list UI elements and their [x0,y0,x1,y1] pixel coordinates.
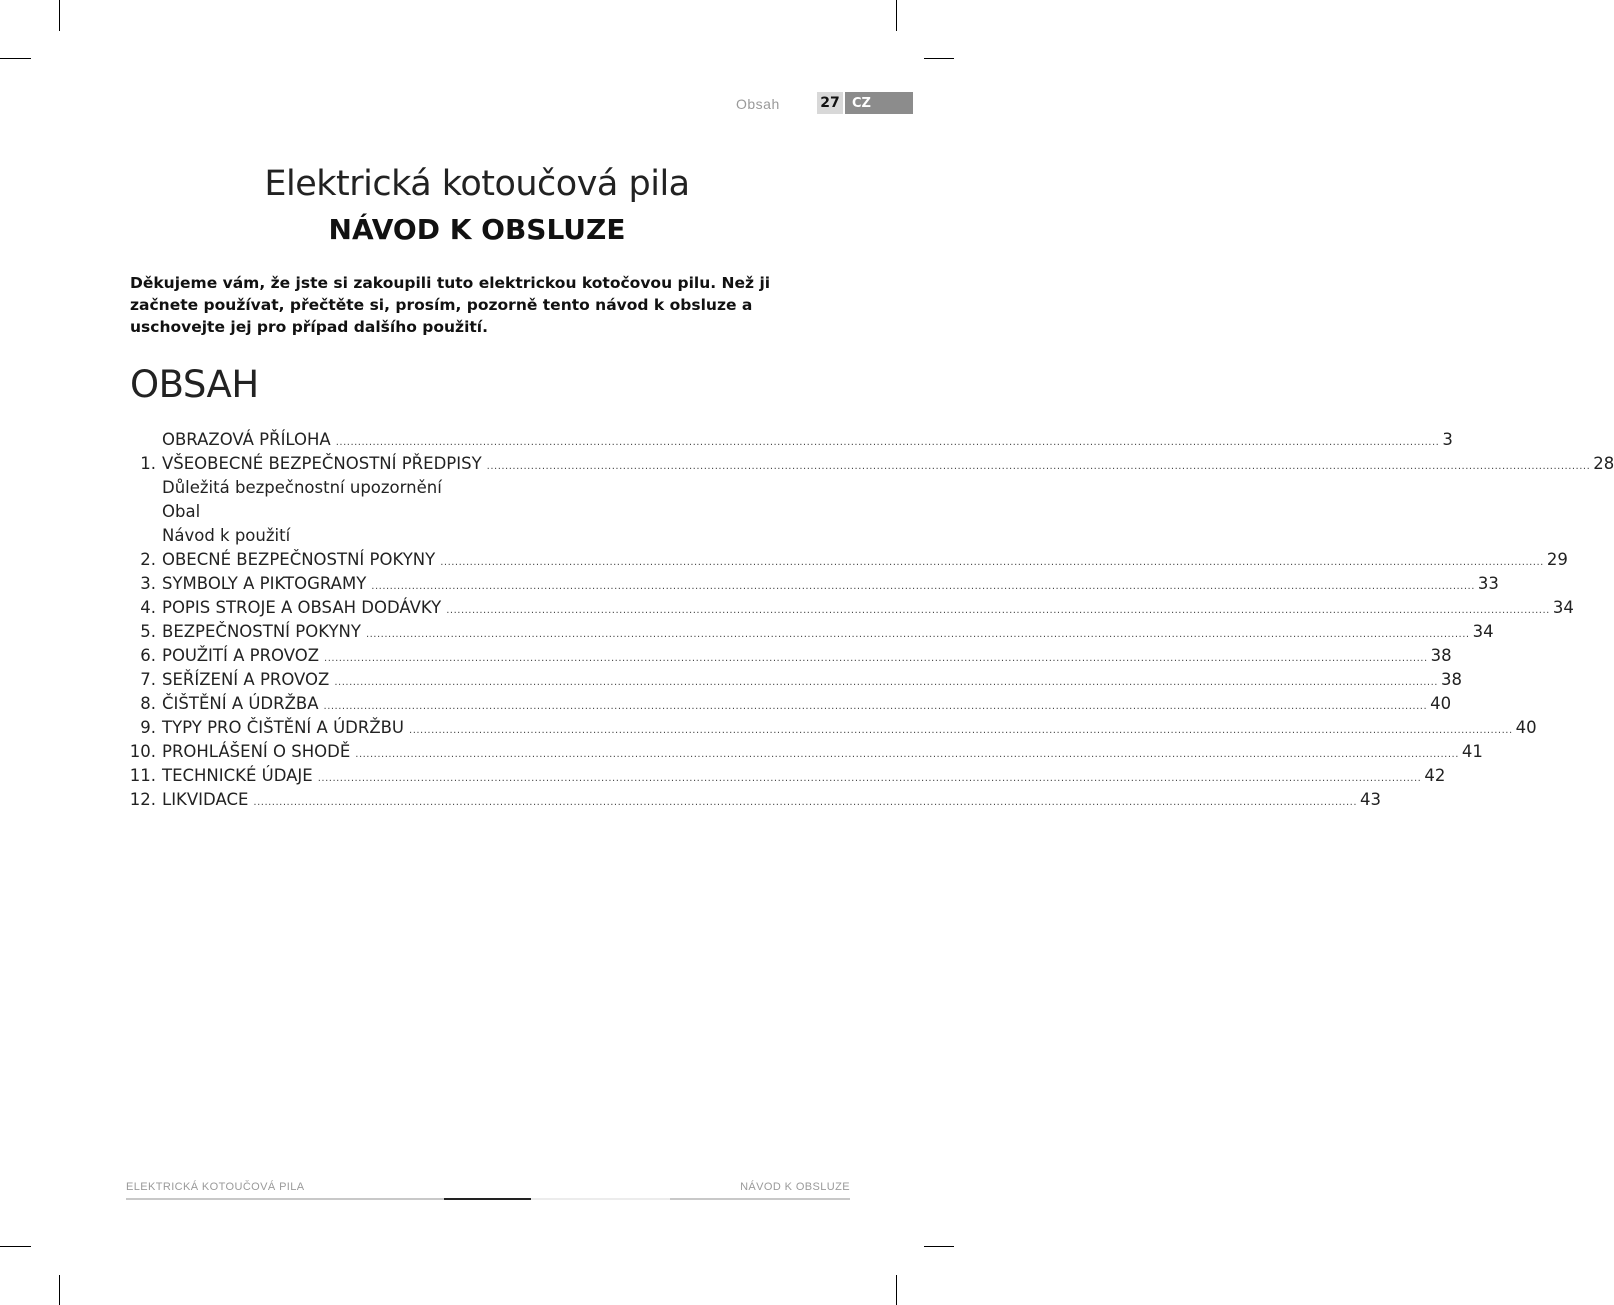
toc-entry [120,476,824,500]
toc-entry-title: SYMBOLY A PIKTOGRAMY [162,574,367,593]
toc-entry-page: 40 [1430,694,1452,713]
toc-entry-leader-dots: ............................................................................................................................................................................................................................................................................................................ [409,725,1513,736]
footer-rule-middle [444,1198,531,1200]
intro-paragraph: Děkujeme vám, že jste si zakoupili tuto elektrickou kotočovou pilu. Než ji začnete používat, přečtěte si, prosím, pozorně tento návod k obsluze a uschovejte jej pro případ dalšího použití. [130,274,771,336]
crop-mark-top-left-h [0,58,31,59]
toc-entry-leader-dots: ............................................................................................................................................................................................................................................................................................................ [371,581,1475,592]
toc-entry-number: 7. [140,670,156,689]
toc-entry-leader-dots: ............................................................................................................................................................................................................................................................................................................ [323,701,1428,712]
toc-entry [120,548,1568,572]
toc-entry-number: 5. [140,622,156,641]
toc-entry [120,500,824,524]
toc-entry-page: 34 [1552,598,1574,617]
footer-rule-center [531,1198,670,1200]
toc-entry-leader-dots: ............................................................................................................................................................................................................................................................................................................ [334,677,1438,688]
toc-entry [120,716,1537,740]
toc-entry-title: LIKVIDACE [162,790,249,809]
toc-entry-page: 3 [1442,430,1453,449]
toc-entry-title: TECHNICKÉ ÚDAJE [162,766,313,785]
toc-entry-leader-dots: ............................................................................................................................................................................................................................................................................................................ [446,605,1550,616]
toc-entry [120,668,1462,692]
toc-entry-leader-dots: ............................................................................................................................................................................................................................................................................................................ [355,749,1459,760]
toc-entry-leader-dots: ............................................................................................................................................................................................................................................................................................................ [440,557,1544,568]
document-subtitle: NÁVOD K OBSLUZE [328,213,626,246]
toc-entry [120,428,1453,452]
toc-entry-title: ČIŠTĚNÍ A ÚDRŽBA [162,694,319,713]
toc-entry-title: POPIS STROJE A OBSAH DODÁVKY [162,598,442,617]
toc-entry-title: TYPY PRO ČIŠTĚNÍ A ÚDRŽBU [162,718,405,737]
toc-entry [120,692,1452,716]
toc-entry-title: Obal [162,502,201,521]
toc-entry [120,644,1452,668]
toc-entry-number: 4. [140,598,156,617]
toc-entry-page: 38 [1440,670,1462,689]
toc-entry-leader-dots: ............................................................................................................................................................................................................................................................................................................ [335,437,1440,448]
toc-entry-page: 43 [1360,790,1382,809]
toc-entry-number: 6. [140,646,156,665]
toc-entry-leader-dots: ............................................................................................................................................................................................................................................................................................................ [253,797,1358,808]
toc-entry [120,788,1382,812]
toc-entry [120,452,1614,476]
footer-right-label: NÁVOD K OBSLUZE [740,1181,850,1193]
toc-entry-leader-dots: ............................................................................................................................................................................................................................................................................................................ [365,629,1470,640]
toc-entry-number: 3. [140,574,156,593]
toc-entry-number: 12. [129,790,156,809]
toc-entry-title: PROHLÁŠENÍ O SHODĚ [162,742,351,761]
toc-entry [120,620,1494,644]
footer-left-label: ELEKTRICKÁ KOTOUČOVÁ PILA [126,1181,305,1193]
crop-mark-bottom-right-h [924,1246,954,1247]
toc-entry-title: OBECNÉ BEZPEČNOSTNÍ POKYNY [162,550,436,569]
toc-entry-page: 29 [1546,550,1568,569]
toc-entry-number: 9. [140,718,156,737]
footer-rule-left [126,1198,444,1200]
toc-entry-number: 8. [140,694,156,713]
toc-entry [120,596,1574,620]
toc-entry-page: 42 [1424,766,1446,785]
crop-mark-top-right-h [924,58,954,59]
crop-mark-bottom-left-h [0,1246,31,1247]
toc-entry-number: 11. [129,766,156,785]
toc-entry-title: OBRAZOVÁ PŘÍLOHA [162,430,331,449]
toc-entry-leader-dots: ............................................................................................................................................................................................................................................................................................................ [486,461,1591,472]
crop-mark-top-left-v [59,0,60,31]
toc-entry-leader-dots: ............................................................................................................................................................................................................................................................................................................ [317,773,1422,784]
document-title: Elektrická kotoučová pila [264,164,690,204]
section-heading: OBSAH [130,363,259,406]
toc-entry-page: 33 [1477,574,1499,593]
toc-entry-title: SEŘÍZENÍ A PROVOZ [162,670,330,689]
toc-entry-title: BEZPEČNOSTNÍ POKYNY [162,622,361,641]
toc-entry [120,524,824,548]
toc-entry-title: VŠEOBECNÉ BEZPEČNOSTNÍ PŘEDPISY [162,454,482,473]
toc-entry-title: Návod k použití [162,526,291,545]
crop-mark-bottom-left-v [59,1275,60,1305]
table-of-contents [120,428,1614,812]
toc-entry-page: 41 [1461,742,1483,761]
crop-mark-top-right-v [896,0,897,31]
toc-entry-title: POUŽITÍ A PROVOZ [162,646,320,665]
header-section-label: Obsah [736,96,780,112]
toc-entry-number: 1. [140,454,156,473]
toc-entry-title: Důležitá bezpečnostní upozornění [162,478,442,497]
toc-entry [120,572,1499,596]
toc-entry-number: 10. [129,742,156,761]
toc-entry-page: 40 [1515,718,1537,737]
toc-entry-page: 34 [1472,622,1494,641]
toc-entry-page: 28 [1593,454,1614,473]
toc-entry-number: 2. [140,550,156,569]
toc-entry [120,740,1483,764]
toc-entry-page: 38 [1430,646,1452,665]
toc-entry [120,764,1446,788]
crop-mark-bottom-right-v [896,1275,897,1305]
footer-rule-right [670,1198,850,1200]
toc-entry-leader-dots: ............................................................................................................................................................................................................................................................................................................ [324,653,1428,664]
header-language-badge: CZ [845,92,913,114]
header-page-number: 27 [817,92,843,114]
